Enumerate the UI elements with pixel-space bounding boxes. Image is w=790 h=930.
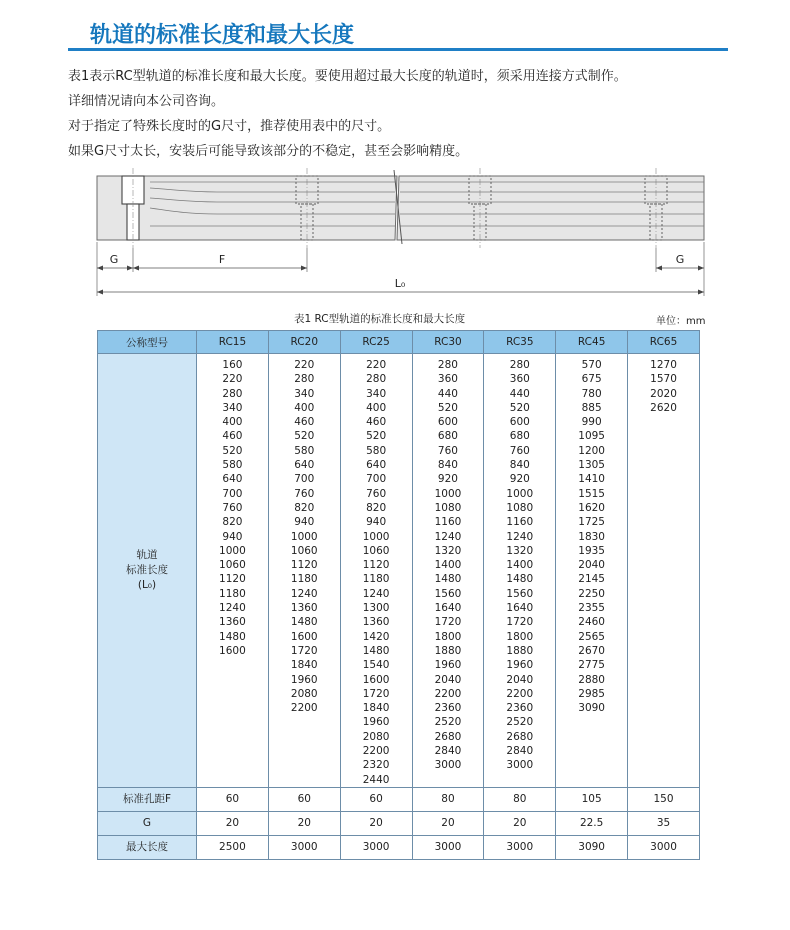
length-value: 2620 (650, 401, 677, 414)
table-cell: 3000 (268, 835, 340, 859)
length-value: 1060 (219, 559, 246, 572)
length-value: 160 (222, 359, 243, 371)
length-value: 1000 (219, 544, 246, 557)
length-value: 1080 (434, 501, 462, 514)
header-model: RC35 (484, 331, 556, 354)
length-value: 940 (222, 530, 243, 543)
length-value: 1540 (362, 659, 390, 672)
table-cell: 20 (268, 811, 340, 835)
length-value: 220 (366, 359, 387, 371)
length-value: 2440 (362, 773, 390, 786)
length-value: 760 (222, 501, 243, 514)
length-value: 2145 (578, 573, 605, 586)
dim-label-g-right: G (675, 253, 685, 266)
label-line: 轨道 (136, 548, 158, 561)
header-model: RC30 (412, 331, 484, 354)
length-value: 2020 (650, 387, 677, 400)
table-cell: 22.5 (556, 811, 628, 835)
table-cell: 80 (412, 787, 484, 811)
length-value: 1080 (506, 501, 534, 514)
length-value: 340 (222, 401, 243, 414)
table-cell: 3000 (628, 835, 700, 859)
length-value: 2040 (578, 559, 605, 572)
row-label: 标准孔距F (98, 787, 197, 811)
length-value: 1560 (434, 587, 462, 600)
length-value: 780 (581, 387, 602, 400)
length-value: 760 (509, 444, 530, 457)
length-value: 1360 (219, 616, 246, 629)
length-value: 1960 (434, 659, 462, 672)
length-value: 1640 (506, 602, 534, 615)
length-value: 2080 (290, 687, 318, 700)
length-value: 2080 (362, 730, 390, 743)
length-value: 440 (509, 387, 530, 400)
length-value: 2985 (578, 687, 605, 700)
length-value: 1400 (506, 559, 534, 572)
length-value: 2200 (362, 745, 390, 758)
length-value: 1480 (506, 573, 534, 586)
length-value: 1160 (506, 516, 534, 529)
length-value: 1420 (362, 630, 390, 643)
length-list (556, 354, 628, 788)
table-cell: 3000 (412, 835, 484, 859)
length-value: 2320 (362, 759, 390, 772)
header-model: RC15 (197, 331, 269, 354)
length-value: 1410 (578, 473, 605, 486)
length-value: 1400 (434, 559, 462, 572)
length-value: 920 (437, 473, 458, 486)
length-value: 1880 (506, 644, 534, 657)
length-value: 1120 (219, 573, 246, 586)
length-value: 2520 (434, 716, 462, 729)
length-value: 1620 (578, 501, 605, 514)
length-value: 1840 (290, 659, 318, 672)
length-value: 340 (366, 387, 387, 400)
length-value: 2200 (434, 687, 462, 700)
length-value: 1800 (506, 630, 534, 643)
length-value: 3090 (578, 702, 605, 715)
table-cell: 3090 (556, 835, 628, 859)
length-value: 1160 (434, 516, 462, 529)
length-value: 820 (294, 501, 315, 514)
table-cell: 35 (628, 811, 700, 835)
length-value: 2775 (578, 659, 605, 672)
length-list (197, 354, 269, 788)
length-value: 220 (294, 359, 315, 371)
length-value: 1180 (290, 573, 318, 586)
table-cell: 3000 (484, 835, 556, 859)
length-value: 1725 (578, 516, 605, 529)
length-value: 1095 (578, 430, 605, 443)
length-value: 640 (294, 459, 315, 472)
length-list (268, 354, 340, 788)
length-value: 840 (437, 459, 458, 472)
length-value: 1480 (434, 573, 462, 586)
table-row (98, 835, 700, 859)
length-value: 1480 (362, 644, 390, 657)
table-cell: 60 (268, 787, 340, 811)
length-value: 1060 (362, 544, 390, 557)
length-value: 2880 (578, 673, 605, 686)
table-cell: 60 (340, 787, 412, 811)
length-value: 2250 (578, 587, 605, 600)
length-value: 1270 (650, 359, 677, 371)
length-value: 2200 (290, 702, 318, 715)
length-value: 520 (366, 430, 387, 443)
length-list (628, 354, 700, 788)
label-line: (L₀) (137, 578, 157, 591)
table-cell: 80 (484, 787, 556, 811)
length-value: 1200 (578, 444, 605, 457)
length-value: 580 (366, 444, 387, 457)
intro-line: 如果G尺寸太长，安装后可能导致该部分的不稳定，甚至会影响精度。 (68, 144, 469, 159)
length-value: 1000 (434, 487, 462, 500)
length-value: 1720 (362, 687, 390, 700)
length-value: 580 (294, 444, 315, 457)
length-value: 2040 (434, 673, 462, 686)
length-value: 1570 (650, 373, 677, 386)
length-value: 520 (437, 401, 458, 414)
length-value: 1060 (290, 544, 318, 557)
length-value: 520 (294, 430, 315, 443)
length-value: 1720 (506, 616, 534, 629)
length-value: 1480 (290, 616, 318, 629)
label-line: 标准长度 (126, 563, 168, 576)
dim-label-f: F (218, 253, 226, 266)
length-value: 220 (222, 373, 243, 386)
length-value: 1300 (362, 602, 390, 615)
length-value: 400 (366, 401, 387, 414)
length-value: 760 (294, 487, 315, 500)
length-value: 400 (294, 401, 315, 414)
length-value: 1320 (434, 544, 462, 557)
header-model: RC45 (556, 331, 628, 354)
table-caption: 表1 RC型轨道的标准长度和最大长度 (294, 313, 466, 325)
table-cell: 3000 (340, 835, 412, 859)
length-value: 940 (366, 516, 387, 529)
dim-label-l0: L₀ (394, 277, 406, 290)
length-value: 340 (294, 387, 315, 400)
length-value: 280 (509, 359, 530, 371)
length-value: 680 (509, 430, 530, 443)
header-label: 公称型号 (98, 331, 197, 354)
length-value: 1240 (506, 530, 534, 543)
row-label: 最大长度 (98, 835, 197, 859)
length-value: 2360 (434, 702, 462, 715)
page-title: 轨道的标准长度和最大长度 (90, 23, 355, 48)
length-value: 3000 (506, 759, 534, 772)
length-value: 820 (366, 501, 387, 514)
length-value: 280 (366, 373, 387, 386)
length-value: 990 (581, 416, 602, 429)
length-value: 1880 (434, 644, 462, 657)
length-value: 700 (366, 473, 387, 486)
length-value: 675 (581, 373, 602, 386)
length-value: 1000 (290, 530, 318, 543)
length-value: 2670 (578, 644, 605, 657)
table-cell: 60 (197, 787, 269, 811)
length-value: 1000 (362, 530, 390, 543)
dim-label-g-left: G (109, 253, 119, 266)
length-value: 1360 (290, 602, 318, 615)
length-value: 1240 (362, 587, 390, 600)
length-value: 1360 (362, 616, 390, 629)
length-value: 2840 (434, 745, 462, 758)
length-value: 2565 (578, 630, 605, 643)
length-value: 1240 (434, 530, 462, 543)
length-value: 840 (509, 459, 530, 472)
length-value: 1640 (434, 602, 462, 615)
length-value: 885 (581, 401, 602, 414)
length-value: 1935 (578, 544, 605, 557)
length-value: 360 (509, 373, 530, 386)
length-value: 400 (222, 416, 243, 429)
length-list (340, 354, 412, 788)
length-value: 2680 (506, 730, 534, 743)
length-value: 1240 (219, 602, 246, 615)
rail-body (397, 176, 704, 240)
intro-line: 对于指定了特殊长度时的G尺寸，推荐使用表中的尺寸。 (68, 119, 391, 134)
intro-line: 详细情况请向本公司咨询。 (68, 94, 225, 109)
header-model: RC25 (340, 331, 412, 354)
length-value: 520 (222, 444, 243, 457)
length-list (412, 354, 484, 788)
length-value: 580 (222, 459, 243, 472)
length-value: 2840 (506, 745, 534, 758)
length-value: 1240 (290, 587, 318, 600)
length-value: 1840 (362, 702, 390, 715)
table-cell: 20 (340, 811, 412, 835)
length-value: 3000 (434, 759, 462, 772)
section-header (68, 12, 728, 52)
length-value: 1480 (219, 630, 246, 643)
length-value: 820 (222, 516, 243, 529)
title-underline (68, 48, 728, 51)
length-value: 1560 (506, 587, 534, 600)
length-list (484, 354, 556, 788)
table-row (98, 811, 700, 835)
length-value: 360 (437, 373, 458, 386)
length-value: 700 (222, 487, 243, 500)
table-unit: 单位：mm (656, 316, 706, 327)
length-value: 940 (294, 516, 315, 529)
length-value: 440 (437, 387, 458, 400)
row-label: G (98, 811, 197, 835)
table-cell: 150 (628, 787, 700, 811)
length-value: 700 (294, 473, 315, 486)
length-value: 1320 (506, 544, 534, 557)
length-value: 2520 (506, 716, 534, 729)
length-value: 1600 (362, 673, 390, 686)
length-value: 1180 (362, 573, 390, 586)
table-cell: 20 (197, 811, 269, 835)
length-value: 2200 (506, 687, 534, 700)
length-value: 920 (509, 473, 530, 486)
rail-length-table (97, 330, 700, 860)
length-value: 600 (509, 416, 530, 429)
length-value: 1600 (290, 630, 318, 643)
header-model: RC20 (268, 331, 340, 354)
length-value: 1120 (290, 559, 318, 572)
table-row (98, 787, 700, 811)
length-value: 1830 (578, 530, 605, 543)
length-value: 1305 (578, 459, 605, 472)
length-value: 2355 (578, 602, 605, 615)
length-value: 1800 (434, 630, 462, 643)
table-cell: 2500 (197, 835, 269, 859)
length-value: 1960 (290, 673, 318, 686)
length-value: 570 (581, 359, 602, 371)
length-value: 2040 (506, 673, 534, 686)
length-value: 520 (509, 401, 530, 414)
length-value: 1960 (362, 716, 390, 729)
length-value: 600 (437, 416, 458, 429)
length-value: 760 (437, 444, 458, 457)
length-value: 1120 (362, 559, 390, 572)
rail-dimension-diagram (92, 168, 712, 304)
length-value: 460 (366, 416, 387, 429)
length-value: 280 (222, 387, 243, 400)
length-value: 640 (222, 473, 243, 486)
table-header-row (98, 331, 700, 354)
length-value: 1515 (578, 487, 605, 500)
intro-line: 表1表示RC型轨道的标准长度和最大长度。要使用超过最大长度的轨道时，须采用连接方式制作。 (68, 69, 627, 84)
table-cell: 20 (484, 811, 556, 835)
standard-length-row (98, 354, 700, 788)
length-value: 460 (222, 430, 243, 443)
length-value: 2680 (434, 730, 462, 743)
length-value: 640 (366, 459, 387, 472)
length-value: 1180 (219, 587, 246, 600)
intro-text (68, 64, 748, 164)
length-value: 1600 (219, 644, 246, 657)
standard-length-label (98, 354, 197, 788)
length-value: 1960 (506, 659, 534, 672)
length-value: 280 (294, 373, 315, 386)
length-value: 1720 (290, 644, 318, 657)
table-cell: 105 (556, 787, 628, 811)
length-value: 1720 (434, 616, 462, 629)
table-cell: 20 (412, 811, 484, 835)
length-value: 2360 (506, 702, 534, 715)
length-value: 1000 (506, 487, 534, 500)
length-value: 2460 (578, 616, 605, 629)
length-value: 760 (366, 487, 387, 500)
length-value: 460 (294, 416, 315, 429)
length-value: 680 (437, 430, 458, 443)
length-value: 280 (437, 359, 458, 371)
header-model: RC65 (628, 331, 700, 354)
